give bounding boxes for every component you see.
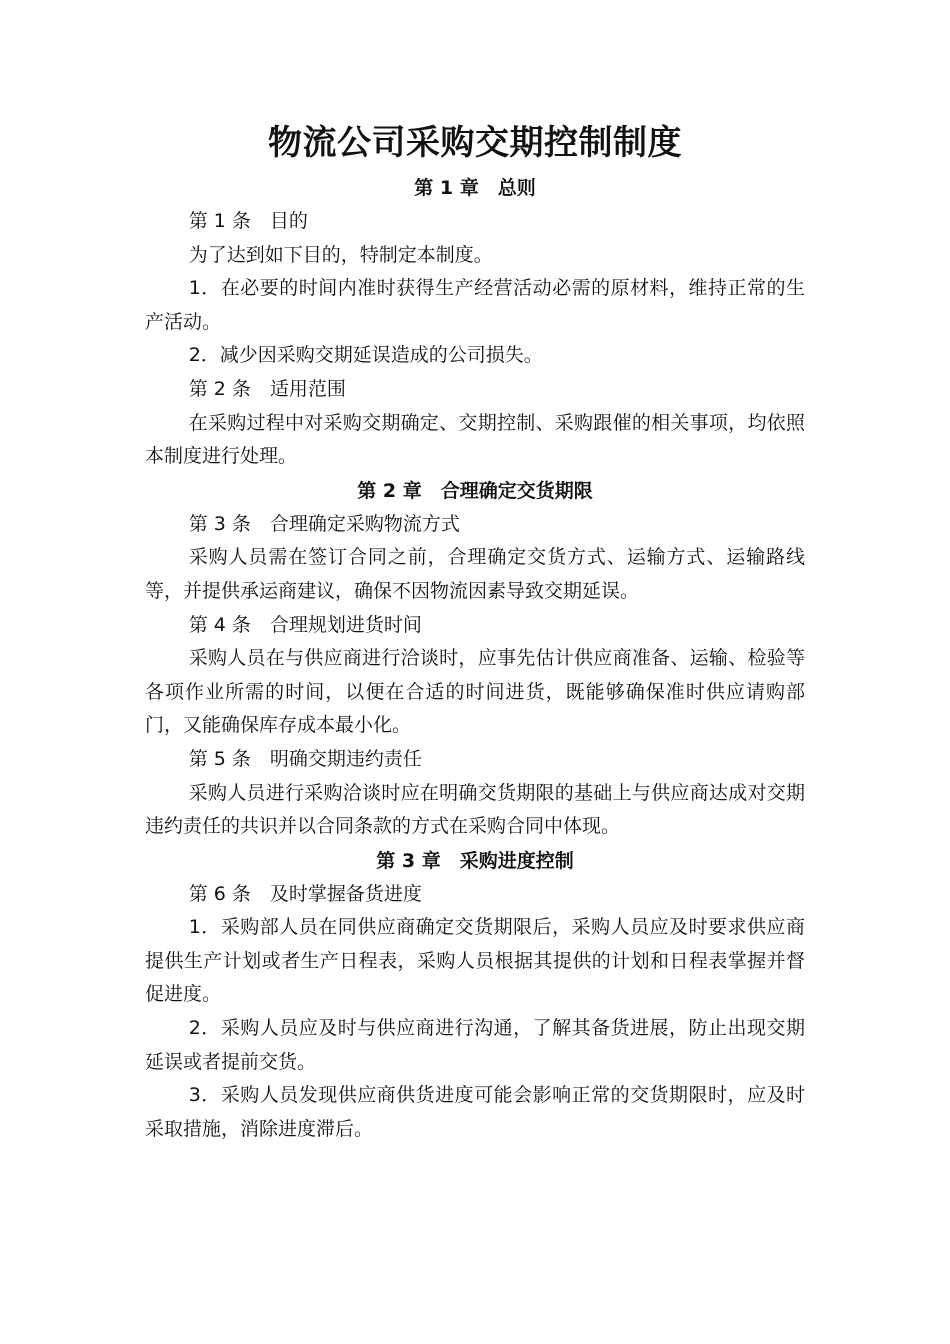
- article-1-paragraph-1: 为了达到如下目的，特制定本制度。: [188, 243, 493, 266]
- article-2-paragraph-1: 在采购过程中对采购交期确定、交期控制、采购跟催的相关事项，均依照本制度进行处理。: [145, 411, 805, 468]
- article-6-paragraph-3: 3．采购人员发现供应商供货进度可能会影响正常的交货期限时，应及时采取措施，消除进度滞后。: [145, 1084, 805, 1140]
- article-4-paragraph-1: 采购人员在与供应商进行洽谈时，应事先估计供应商准备、运输、检验等各项作业所需的时间，以便在合适的时间进货，既能够确保准时供应请购部门，又能确保库存成本最小化。: [145, 647, 805, 737]
- article-6-heading: 第 6 条 及时掌握备货进度: [188, 882, 422, 905]
- chapter-3-heading: 第 3 章 采购进度控制: [376, 849, 574, 872]
- article-4-heading: 第 4 条 合理规划进货时间: [188, 613, 422, 636]
- chapter-2-heading: 第 2 章 合理确定交货期限: [357, 479, 593, 502]
- article-5-paragraph-1: 采购人员进行采购洽谈时应在明确交货期限的基础上与供应商达成对交期违约责任的共识并以合同条款的方式在采购合同中体现。: [145, 781, 805, 838]
- article-1-heading: 第 1 条 目的: [188, 210, 308, 232]
- article-1-paragraph-2: 1．在必要的时间内准时获得生产经营活动必需的原材料，维持正常的生产活动。: [145, 277, 805, 333]
- article-3-paragraph-1: 采购人员需在签订合同之前，合理确定交货方式、运输方式、运输路线等，并提供承运商建议，确保不因物流因素导致交期延误。: [145, 546, 805, 602]
- article-6-paragraph-1: 1．采购部人员在同供应商确定交货期限后，采购人员应及时要求供应商提供生产计划或者生产日程表，采购人员根据其提供的计划和日程表掌握并督促进度。: [145, 916, 805, 1006]
- document-body: [145, 118, 805, 1146]
- document-title: 物流公司采购交期控制制度: [268, 123, 682, 163]
- article-3-heading: 第 3 条 合理确定采购物流方式: [188, 512, 460, 535]
- article-1-paragraph-3: 2．减少因采购交期延误造成的公司损失。: [188, 344, 543, 367]
- article-2-heading: 第 2 条 适用范围: [188, 377, 346, 400]
- article-5-heading: 第 5 条 明确交期违约责任: [188, 747, 422, 770]
- chapter-1-heading: 第 1 章 总则: [414, 177, 536, 199]
- article-6-paragraph-2: 2．采购人员应及时与供应商进行沟通，了解其备货进展，防止出现交期延误或者提前交货。: [145, 1017, 805, 1073]
